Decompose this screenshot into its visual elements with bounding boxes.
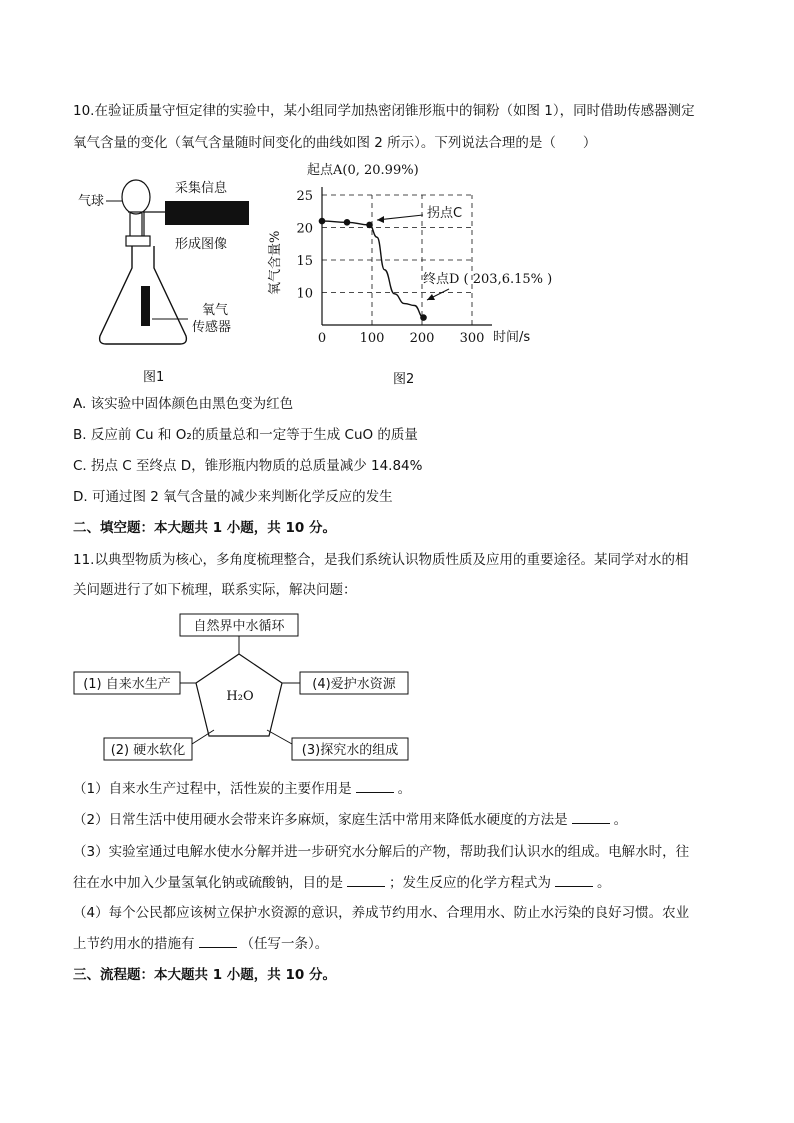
answer-blank-2[interactable] — [572, 811, 610, 824]
option-c: C. 拐点 C 至终点 D，锥形瓶内物质的总质量减少 14.84% — [73, 458, 423, 474]
x-tick-label: 0 — [317, 331, 327, 346]
section-3-heading: 三、流程题：本大题共 1 小题，共 10 分。 — [73, 967, 336, 983]
sub-question-3-line2: 往在水中加入少量氢氧化钠或硫酸钠，目的是 ；发生反应的化学方程式为 。 — [73, 875, 611, 891]
answer-blank-4[interactable] — [199, 935, 237, 948]
oxygen-sensor-icon — [141, 286, 150, 326]
y-tick-label: 15 — [296, 254, 313, 269]
option-a: A. 该实验中固体颜色由黑色变为红色 — [73, 396, 294, 412]
sub-question-2: （2）日常生活中使用硬水会带来许多麻烦，家庭生活中常用来降低水硬度的方法是 。 — [73, 812, 628, 828]
data-logger-icon — [165, 201, 249, 225]
end-point-label: 终点D ( 203,6.15% ) — [423, 272, 553, 287]
stopper-icon — [126, 236, 150, 246]
sensor-label-2: 传感器 — [192, 320, 232, 335]
y-axis-label: 氧气含量% — [268, 230, 283, 295]
sub-question-4-line2: 上节约用水的措施有 （任写一条）。 — [73, 936, 329, 952]
y-tick-label: 25 — [296, 189, 313, 204]
answer-blank-1[interactable] — [356, 780, 394, 793]
x-tick-label: 200 — [409, 331, 435, 346]
balloon-stem — [130, 213, 142, 236]
y-tick-label: 10 — [296, 286, 313, 302]
x-tick-label: 300 — [459, 331, 485, 346]
figure-2-chart — [265, 155, 565, 390]
x-axis-label: 时间/s — [493, 330, 531, 345]
data-point — [319, 218, 326, 225]
q10-stem-line1: 10.在验证质量守恒定律的实验中，某小组同学加热密闭锥形瓶中的铜粉（如图 1），同时借助传感器测定 — [73, 103, 695, 119]
center-label: H₂O — [226, 689, 254, 704]
q11-stem-line2: 关问题进行了如下梳理，联系实际，解决问题： — [73, 582, 357, 598]
sub-question-1: （1）自来水生产过程中，活性炭的主要作用是 。 — [73, 781, 412, 797]
sub-question-2-text: （2）日常生活中使用硬水会带来许多麻烦，家庭生活中常用来降低水硬度的方法是 — [73, 812, 568, 828]
balloon-icon — [122, 180, 150, 214]
data-point — [420, 314, 427, 321]
turning-point-label: 拐点C — [427, 206, 463, 221]
collect-label: 采集信息 — [175, 181, 228, 196]
y-tick-label: 20 — [296, 221, 313, 237]
q11-stem-line1: 11.以典型物质为核心，多角度梳理整合，是我们系统认识物质性质及应用的重要途径。某同学对水的相 — [73, 552, 689, 568]
box-right-label: (4)爱护水资源 — [312, 677, 396, 692]
sensor-cable — [144, 212, 168, 236]
figure-2-caption: 图2 — [393, 372, 415, 387]
sensor-label-1: 氧气 — [202, 303, 229, 318]
sub-question-3-line1: （3）实验室通过电解水使水分解并进一步研究水分解后的产物，帮助我们认识水的组成。电解水时，往 — [73, 844, 690, 860]
start-point-label: 起点A(0, 20.99%) — [307, 163, 419, 178]
q10-stem-line2: 氧气含量的变化（氧气含量随时间变化的曲线如图 2 所示）。下列说法合理的是（ ） — [73, 135, 597, 151]
figure-1-apparatus — [70, 168, 270, 388]
image-label: 形成图像 — [175, 237, 228, 252]
option-b: B. 反应前 Cu 和 O₂的质量总和一定等于生成 CuO 的质量 — [73, 427, 418, 443]
balloon-label: 气球 — [78, 194, 105, 209]
box-top-label: 自然界中水循环 — [193, 619, 285, 634]
water-topic-diagram — [70, 610, 420, 770]
sub-question-1-text: （1）自来水生产过程中，活性炭的主要作用是 — [73, 781, 352, 797]
x-tick-label: 100 — [359, 331, 385, 346]
answer-blank-3b[interactable] — [555, 874, 593, 887]
option-d: D. 可通过图 2 氧气含量的减少来判断化学反应的发生 — [73, 489, 393, 505]
data-point — [344, 219, 351, 226]
answer-blank-3a[interactable] — [347, 874, 385, 887]
section-2-heading: 二、填空题：本大题共 1 小题，共 10 分。 — [73, 520, 336, 536]
figure-1-caption: 图1 — [143, 370, 165, 385]
data-point — [366, 222, 373, 229]
box-left-label: (1) 自来水生产 — [83, 677, 171, 692]
box-bottom-right-label: (3)探究水的组成 — [301, 743, 399, 758]
sub-question-4-line1: （4）每个公民都应该树立保护水资源的意识，养成节约用水、合理用水、防止水污染的良好习惯。农业 — [73, 905, 690, 921]
oxygen-curve — [322, 221, 424, 317]
box-bottom-left-label: (2) 硬水软化 — [110, 743, 186, 758]
